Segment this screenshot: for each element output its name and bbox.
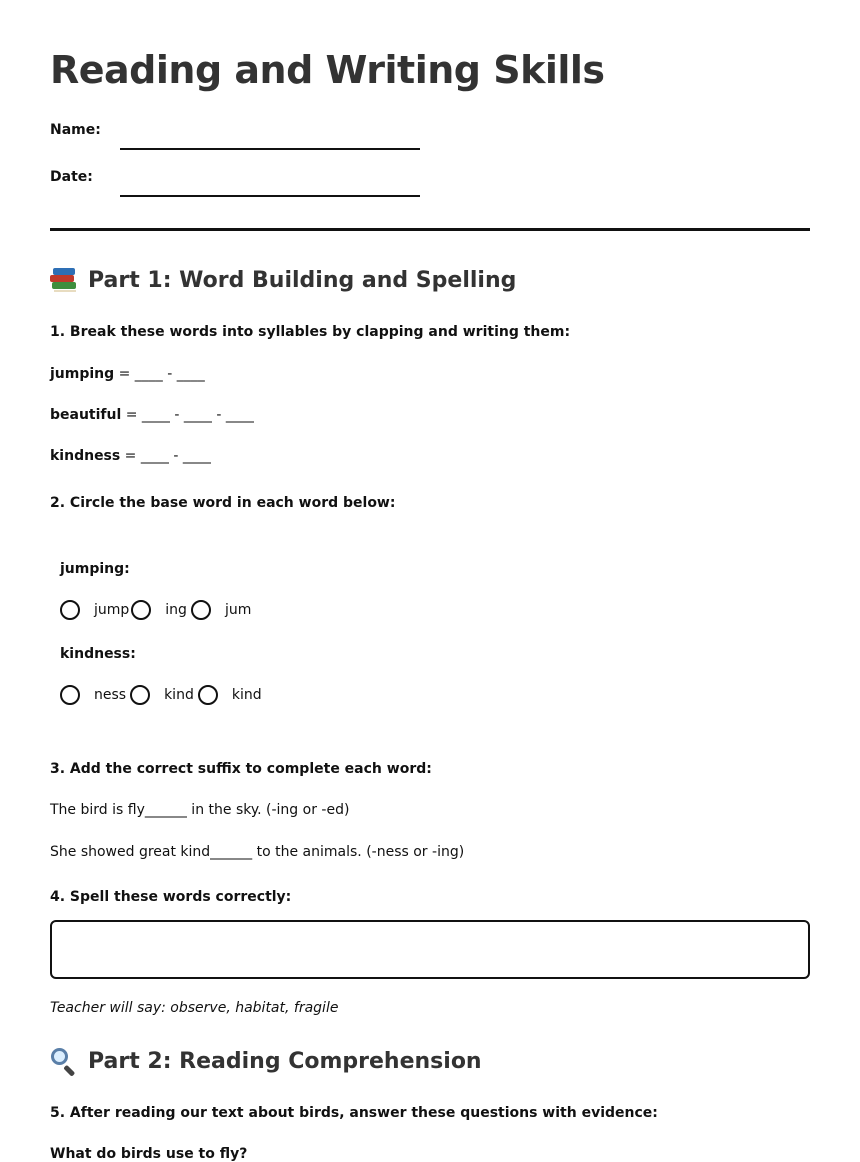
base-word-label: kindness:: [60, 646, 136, 662]
radio-circle[interactable]: [130, 685, 150, 705]
question-3-prompt: 3. Add the correct suffix to complete each word:: [50, 761, 432, 777]
option-ing[interactable]: [131, 600, 187, 620]
teacher-note: Teacher will say: observe, habitat, fragile: [50, 1000, 339, 1016]
radio-circle[interactable]: [198, 685, 218, 705]
option-text: ing: [165, 602, 187, 618]
part2-title: Part 2: Reading Comprehension: [88, 1048, 482, 1074]
syllable-item: [50, 366, 205, 382]
option-kind[interactable]: [198, 685, 262, 705]
radio-circle[interactable]: [60, 685, 80, 705]
name-row: [50, 122, 420, 138]
magnifying-glass-icon: [50, 1047, 78, 1075]
radio-circle[interactable]: [60, 600, 80, 620]
syllable-blanks[interactable]: = ____ - ____: [114, 366, 205, 382]
page-title: Reading and Writing Skills: [50, 48, 605, 92]
syllable-blanks[interactable]: = ____ - ____: [120, 448, 211, 464]
option-jump[interactable]: [60, 600, 129, 620]
question-5-sub: What do birds use to fly?: [50, 1146, 248, 1162]
syllable-item: [50, 407, 254, 423]
part1-heading: [50, 266, 516, 294]
option-text: jump: [94, 602, 130, 618]
base-word-options: [60, 600, 251, 620]
syllable-word: kindness: [50, 448, 121, 464]
option-text: kind: [231, 687, 262, 703]
syllable-blanks[interactable]: = ____ - ____ - ____: [121, 407, 254, 423]
option-ness[interactable]: [60, 685, 126, 705]
syllable-word: beautiful: [50, 407, 122, 423]
option-kind[interactable]: [130, 685, 194, 705]
date-field[interactable]: [120, 195, 420, 197]
radio-circle[interactable]: [131, 600, 151, 620]
syllable-item: [50, 448, 211, 464]
part2-heading: [50, 1047, 482, 1075]
suffix-sentence: She showed great kind______ to the animals. (-ness or -ing): [50, 844, 465, 860]
radio-circle[interactable]: [191, 600, 211, 620]
suffix-sentence: The bird is fly______ in the sky. (-ing or -ed): [50, 802, 350, 818]
part1-title: Part 1: Word Building and Spelling: [88, 267, 517, 293]
option-jum[interactable]: [191, 600, 251, 620]
question-5-prompt: 5. After reading our text about birds, answer these questions with evidence:: [50, 1105, 658, 1121]
question-1-prompt: 1. Break these words into syllables by clapping and writing them:: [50, 324, 571, 340]
name-label: Name:: [50, 122, 101, 138]
name-field[interactable]: [120, 148, 420, 150]
spelling-answer-box[interactable]: [50, 920, 810, 979]
date-row: [50, 169, 420, 185]
question-2-prompt: 2. Circle the base word in each word below:: [50, 495, 396, 511]
option-text: kind: [164, 687, 194, 703]
date-label: Date:: [50, 169, 93, 185]
base-word-options: [60, 685, 262, 705]
books-icon: [50, 266, 78, 294]
question-4-prompt: 4. Spell these words correctly:: [50, 889, 292, 905]
option-text: ness: [94, 687, 127, 703]
header-divider: [50, 228, 810, 231]
base-word-label: jumping:: [60, 561, 130, 577]
syllable-word: jumping: [50, 366, 115, 382]
option-text: jum: [224, 602, 252, 618]
